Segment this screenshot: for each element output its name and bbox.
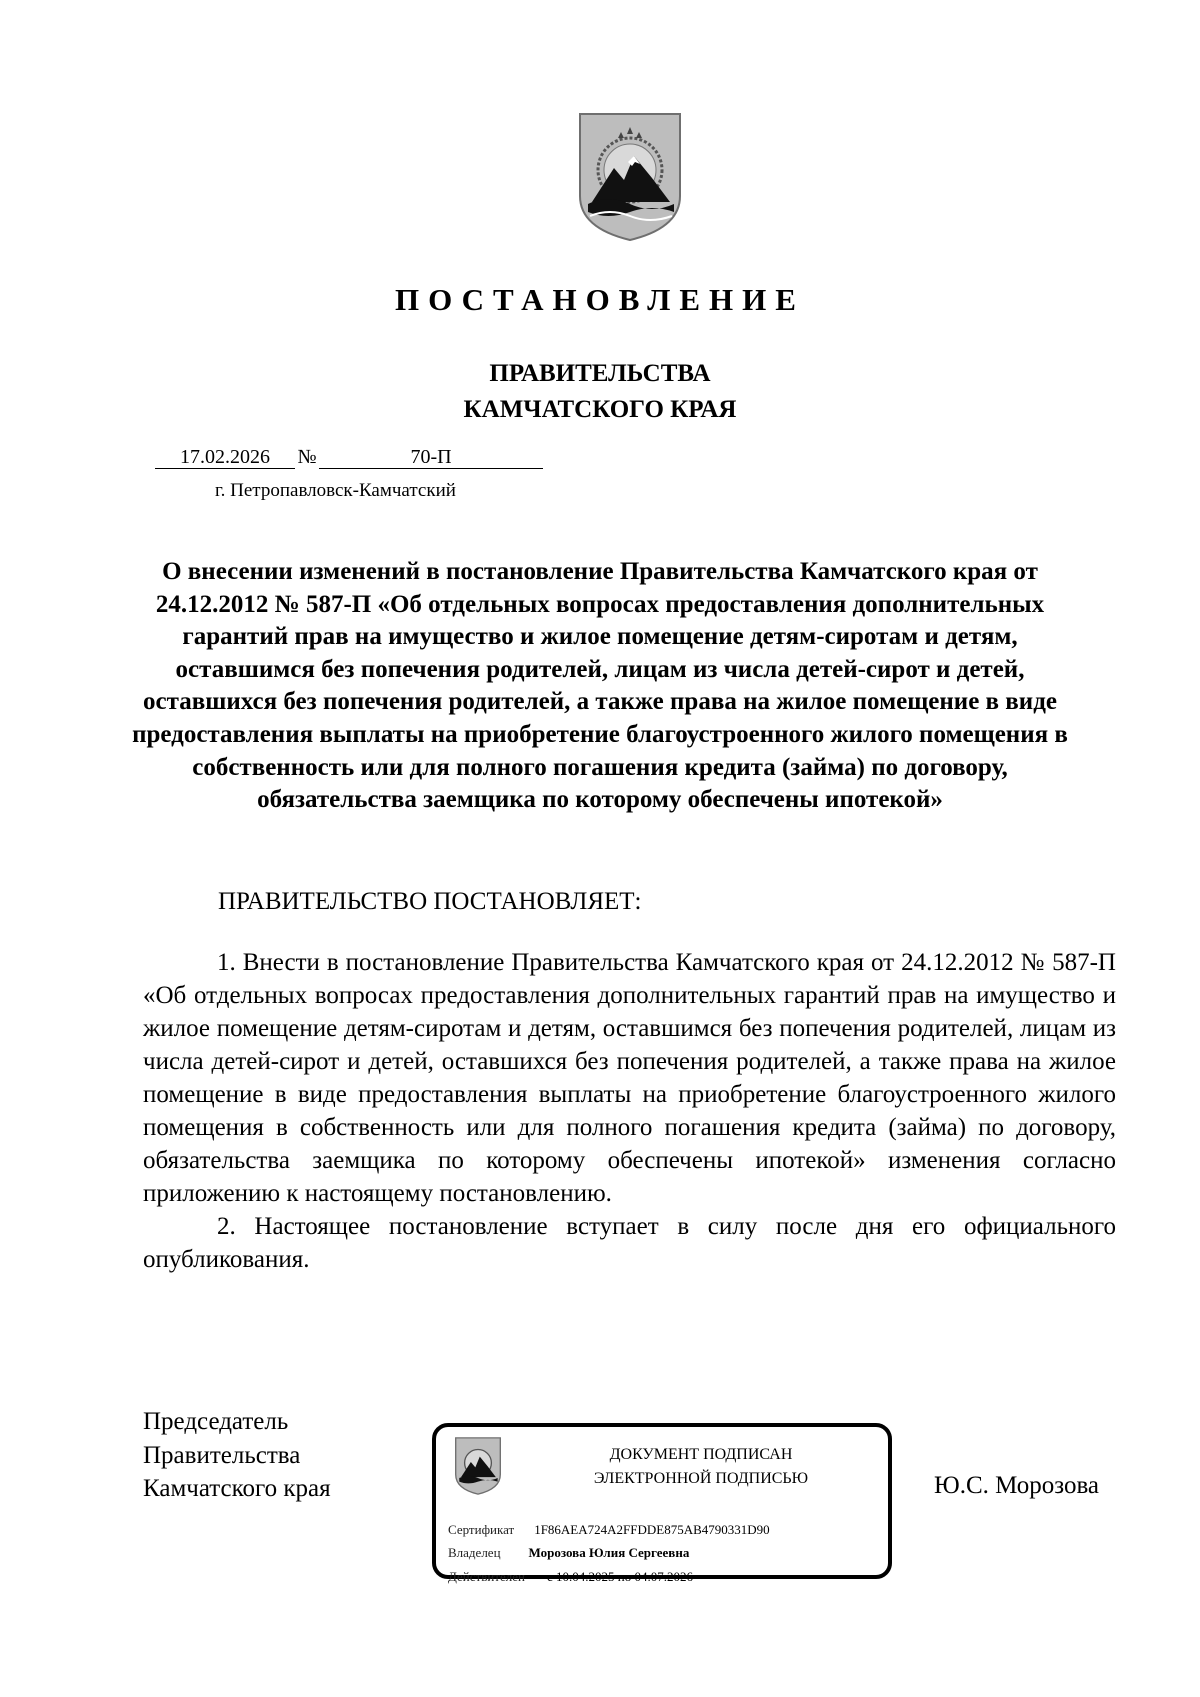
stamp-emblem-icon (454, 1437, 502, 1495)
electronic-signature-stamp (432, 1423, 892, 1584)
stamp-heading-line-2: ЭЛЕКТРОННОЙ ПОДПИСЬЮ (593, 1470, 809, 1487)
signer-title-line-2: Правительства (143, 1441, 301, 1469)
city: г. Петропавловск-Камчатский (215, 480, 456, 501)
stamp-heading-line-1: ДОКУМЕНТ ПОДПИСАН (609, 1446, 793, 1463)
document-body (143, 946, 1116, 1276)
registration-row (155, 446, 543, 469)
stamp-certificate-label: Сертификат (448, 1522, 515, 1537)
body-item-2: 2. Настоящее постановление вступает в силу после дня его официального опубликования. (143, 1213, 1116, 1273)
document-type-title: ПОСТАНОВЛЕНИЕ (395, 282, 805, 317)
stamp-certificate-row (448, 1522, 770, 1538)
issuer-line-1: ПРАВИТЕЛЬСТВА (489, 360, 711, 387)
stamp-certificate-value: 1F86AEA724A2FFDDE875AB4790331D90 (534, 1522, 770, 1537)
signer-title-line-3: Камчатского края (143, 1475, 331, 1502)
stamp-validity-row (448, 1569, 693, 1585)
stamp-owner-label: Владелец (448, 1545, 501, 1560)
stamp-heading (516, 1443, 886, 1491)
number-sign: № (297, 446, 317, 468)
stamp-owner-value: Морозова Юлия Сергеевна (528, 1545, 690, 1560)
coat-of-arms-icon (578, 112, 682, 242)
body-item-1: 1. Внести в постановление Правительства Камчатского края от 24.12.2012 № 587-П «Об отдельных вопросах предоставления дополнительных гарантий прав на имущество и жилое помещение детям-сиротам и детям, оставшимся без попечения родителей, лицам из числа детей-сирот и детей, оставшихся без попечения родителей, а также права на жилое помещение в виде предоставления выплаты на приобретение благоустроенного жилого помещения в собственность или для полного погашения кредита (займа) по договору, обязательства заемщика по которому обеспечены ипотекой» изменения согласно приложению к настоящему постановлению. (143, 949, 1116, 1207)
resolves-heading: ПРАВИТЕЛЬСТВО ПОСТАНОВЛЯЕТ: (218, 888, 642, 915)
document-subject: О внесении изменений в постановление Правительства Камчатского края от 24.12.2012 № 587-П «Об отдельных вопросах предоставления дополнительных гарантий прав на имущество и жилое помещение детям-сиротам и детям, оставшимся без попечения родителей, лицам из числа детей-сирот и детей, оставшихся без попечения родителей, а также права на жилое помещение в виде предоставления выплаты на приобретение благоустроенного жилого помещения в собственность или для полного погашения кредита (займа) по договору, обязательства заемщика по которому обеспечены ипотекой» (132, 558, 1068, 814)
stamp-validity-label: Действителен (448, 1569, 525, 1584)
signer-title (143, 1405, 331, 1506)
issuer-title (0, 356, 1200, 428)
document-number: 70-П (319, 446, 543, 469)
document-date: 17.02.2026 (155, 446, 295, 469)
issuer-line-2: КАМЧАТСКОГО КРАЯ (463, 396, 737, 423)
signer-title-line-1: Председатель (143, 1408, 289, 1435)
stamp-owner-row (448, 1545, 689, 1561)
stamp-validity-value: с 10.04.2025 по 04.07.2026 (546, 1569, 693, 1584)
signer-name: Ю.С. Морозова (934, 1472, 1100, 1499)
